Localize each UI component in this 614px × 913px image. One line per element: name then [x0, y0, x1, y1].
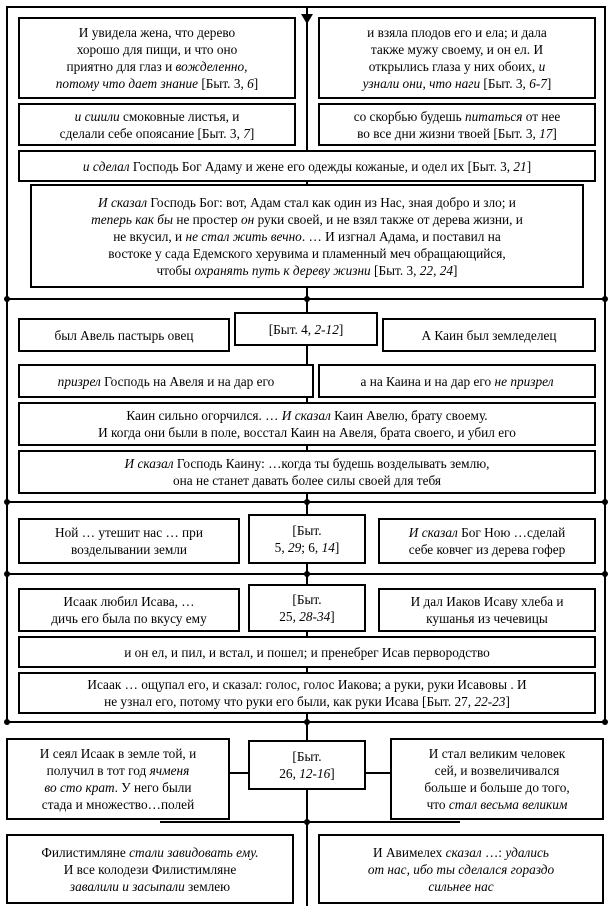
text-span: 25, [279, 609, 300, 624]
text-span: не простер [173, 211, 241, 227]
separator-3-dot-right [602, 571, 608, 577]
text-span: землею [184, 878, 231, 894]
text-span: не стал жить вечно [185, 228, 302, 244]
s2-box-mid-left [18, 364, 314, 398]
text-span: вожделенно, [175, 59, 248, 74]
text-line: [Быт. [292, 592, 322, 607]
text-span: ] [330, 766, 335, 781]
text-span: 14 [321, 540, 335, 555]
text-span: ] [334, 540, 340, 555]
separator-1-dot-right [602, 296, 608, 302]
separator-4-dot-right [602, 719, 608, 725]
text-span: теперь как бы [91, 211, 173, 227]
text-line: дичь его была по вкусу ему [51, 611, 207, 626]
text-span: сделали себе опоясание [59, 125, 195, 141]
text-span: ; 6, [301, 540, 322, 555]
text-line: Исаак … ощупал его, и сказал: голос, голос Иакова; а руки, руки Исавовы . И [87, 677, 527, 692]
text-line: Ной … утешит нас … при [55, 525, 203, 540]
text-span: ] [330, 609, 335, 624]
text-span: от нас, ибо ты сделался гораздо [367, 861, 555, 877]
s2-box-wide-1 [18, 402, 596, 446]
text-span: 5, [274, 540, 288, 555]
text-span: Филистимляне [41, 844, 130, 860]
s5-box-bottom-left [6, 834, 294, 904]
text-span: не призрел [494, 373, 554, 389]
text-line: стада и множество…полей [41, 797, 195, 812]
text-line: Исаак любил Исава, … [63, 594, 195, 609]
text-line: она не станет давать более силы своей для тебя [172, 473, 442, 488]
text-span: чтобы [156, 262, 195, 278]
text-line: И дал Иаков Исаву хлеба и [410, 594, 564, 609]
text-span: ] [338, 321, 344, 337]
text-span: получил в тот год [46, 763, 150, 778]
text-span: 22-23 [474, 694, 506, 709]
text-span: [Быт. 3, [490, 125, 540, 141]
text-span: во все дни жизни твоей [357, 125, 491, 141]
text-span: а на Каина и на дар его [360, 373, 495, 389]
text-span: не вкусил, и [113, 228, 186, 244]
text-span: ячменя [149, 763, 190, 778]
s4-ref-box [248, 584, 366, 632]
text-line: востоке у сада Едемского херувима и пламенный меч обращающийся, [108, 245, 506, 261]
text-span: ] [526, 158, 532, 174]
text-span: Бог Ною …сделай [457, 525, 566, 540]
text-span: ] [552, 125, 557, 141]
text-line: сей, и возвеличивался [434, 763, 560, 778]
separator-2-dot-left [4, 499, 10, 505]
text-span: ] [249, 125, 255, 141]
text-span: стали завидовать ему. [129, 844, 259, 860]
text-span: Каин Авелю, брату своему. [330, 408, 488, 423]
text-span: Господь Каину: …когда ты будешь возделывать землю, [173, 456, 490, 471]
text-line: возделывании земли [70, 542, 188, 557]
text-span: ] [253, 76, 259, 91]
text-span: не узнал его, потому что руки его были, как руки Исава [104, 694, 419, 709]
text-line: [Быт. [292, 523, 322, 538]
s2-ref-box [234, 312, 378, 346]
text-span: [Быт. 4, [268, 321, 315, 337]
text-span: …: [481, 844, 506, 860]
text-span: 6 [247, 76, 254, 91]
s5-box-bottom-right [318, 834, 604, 904]
text-line: кушанья из чечевицы [426, 611, 548, 626]
text-line: И сеял Исаак в земле той, и [39, 746, 197, 761]
text-line: и он ел, и пил, и встал, и пошел; и пренебрег Исав первородство [124, 644, 490, 660]
text-span: ] [505, 694, 510, 709]
separator-1-dot-left [4, 296, 10, 302]
text-span: . … И изгнал Адама, и поставил на [301, 228, 501, 244]
text-span: и сшили [74, 108, 120, 124]
separator-2-dot-center [304, 499, 310, 505]
text-span: 21 [513, 158, 527, 174]
text-span: и [538, 59, 546, 74]
text-span: И сказал [98, 194, 148, 210]
text-span: [Быт. 27, [418, 694, 475, 709]
text-span: сказал [445, 844, 482, 860]
s3-box-left [18, 518, 240, 564]
text-span: руки своей, и не взял также от дерева жизни, и [254, 211, 523, 227]
text-span: приятно для глаз и [66, 59, 176, 74]
text-span: [Быт. 3, [464, 158, 514, 174]
text-span: питаться [465, 108, 523, 124]
separator-3-dot-center [304, 571, 310, 577]
text-span: во сто крат [44, 780, 115, 795]
text-span: ] [453, 262, 458, 278]
s1-box-mid-left [18, 103, 296, 146]
text-line: И когда они были в поле, восстал Каин на Авеля, брата своего, и убил его [98, 425, 516, 440]
text-span: И сказал [281, 408, 331, 423]
text-span: Господь на Авеля и на дар его [100, 373, 275, 389]
separator-1-dot-center [304, 296, 310, 302]
left-border-line [6, 6, 8, 721]
s5-box-left [6, 738, 230, 820]
text-line: больше и больше до того, [424, 780, 570, 795]
text-span: открылись глаза у них обоих, [368, 59, 539, 74]
text-span: Каин сильно огорчился. … [126, 408, 282, 423]
text-span: и сделал [82, 158, 130, 174]
text-span: ] [546, 76, 552, 91]
top-line [6, 6, 606, 8]
s1-box-mid-right [318, 103, 596, 146]
text-span: [Быт. 3, [370, 262, 420, 278]
right-border-line [604, 6, 606, 721]
text-span: 26, [279, 766, 300, 781]
text-span: призрел [57, 373, 101, 389]
text-line: хорошо для пищи, и что оно [76, 42, 238, 57]
s1-box-wide [18, 150, 596, 182]
s5-box-right [390, 738, 604, 820]
s5-bottom-connector [160, 821, 460, 823]
s1-box-top-right [318, 17, 596, 99]
s3-box-right [378, 518, 596, 564]
text-span: 17 [539, 125, 553, 141]
separator-4-dot-left [4, 719, 10, 725]
s2-box-mid-right [318, 364, 596, 398]
s4-box-left [18, 588, 240, 632]
text-span: 7 [243, 125, 250, 141]
s1-box-big [30, 184, 584, 288]
text-span: 22, 24 [419, 262, 454, 278]
text-span: 12-16 [299, 766, 331, 781]
text-span: [Быт. 3, [198, 76, 248, 91]
text-span: И сказал [408, 525, 458, 540]
text-line: И увидела жена, что дерево [78, 25, 236, 40]
text-span: он [241, 211, 255, 227]
text-span: со скорбью будешь [353, 108, 465, 124]
s2-box-left [18, 318, 230, 352]
text-span: завалили и засыпали [69, 878, 185, 894]
top-arrow-icon [301, 14, 313, 24]
text-span: что [426, 797, 449, 812]
text-span: удались [505, 844, 549, 860]
text-line: также мужу своему, и он ел. И [370, 42, 544, 57]
text-span: И Авимелех [373, 844, 446, 860]
text-span: 28-34 [299, 609, 331, 624]
text-span: стал весьма великим [448, 797, 568, 812]
separator-3-dot-left [4, 571, 10, 577]
text-span: узнали они, что наги [362, 76, 481, 91]
text-span: охранять путь к дереву жизни [194, 262, 371, 278]
text-line: И все колодези Филистимляне [63, 861, 237, 877]
s1-box-top-left [18, 17, 296, 99]
s4-box-right [378, 588, 596, 632]
s2-box-right [382, 318, 596, 352]
text-span: 29 [287, 540, 302, 555]
text-line: А Каин был земледелец [421, 327, 557, 343]
text-span: 2-12 [314, 321, 339, 337]
text-span: смоковные листья, и [119, 108, 240, 124]
text-line: [Быт. [292, 749, 322, 764]
text-span: Господь Бог Адаму и жене его одежды кожаные, и одел их [129, 158, 465, 174]
text-span: [Быт. 3, [194, 125, 244, 141]
text-span: от нее [522, 108, 561, 124]
text-line: И стал великим человек [428, 746, 566, 761]
text-line: себе ковчег из дерева гофер [408, 542, 566, 557]
s5-ref-box [248, 740, 366, 790]
text-span: [Быт. 3, [480, 76, 530, 91]
s4-box-wide-2 [18, 672, 596, 714]
text-span: . У него были [114, 780, 192, 795]
separator-2-dot-right [602, 499, 608, 505]
text-span: И сказал [124, 456, 174, 471]
text-span: потому что дает знание [55, 76, 199, 91]
s4-box-wide-1 [18, 636, 596, 668]
text-line: был Авель пастырь овец [54, 327, 194, 343]
text-line: и взяла плодов его и ела; и дала [367, 25, 547, 40]
text-span: 6-7 [529, 76, 547, 91]
s2-box-wide-2 [18, 450, 596, 494]
text-span: сильнее нас [428, 878, 494, 894]
text-span: Господь Бог: вот, Адам стал как один из Нас, зная добро и зло; и [147, 194, 516, 210]
s3-ref-box [248, 514, 366, 564]
separator-4-dot-center [304, 719, 310, 725]
